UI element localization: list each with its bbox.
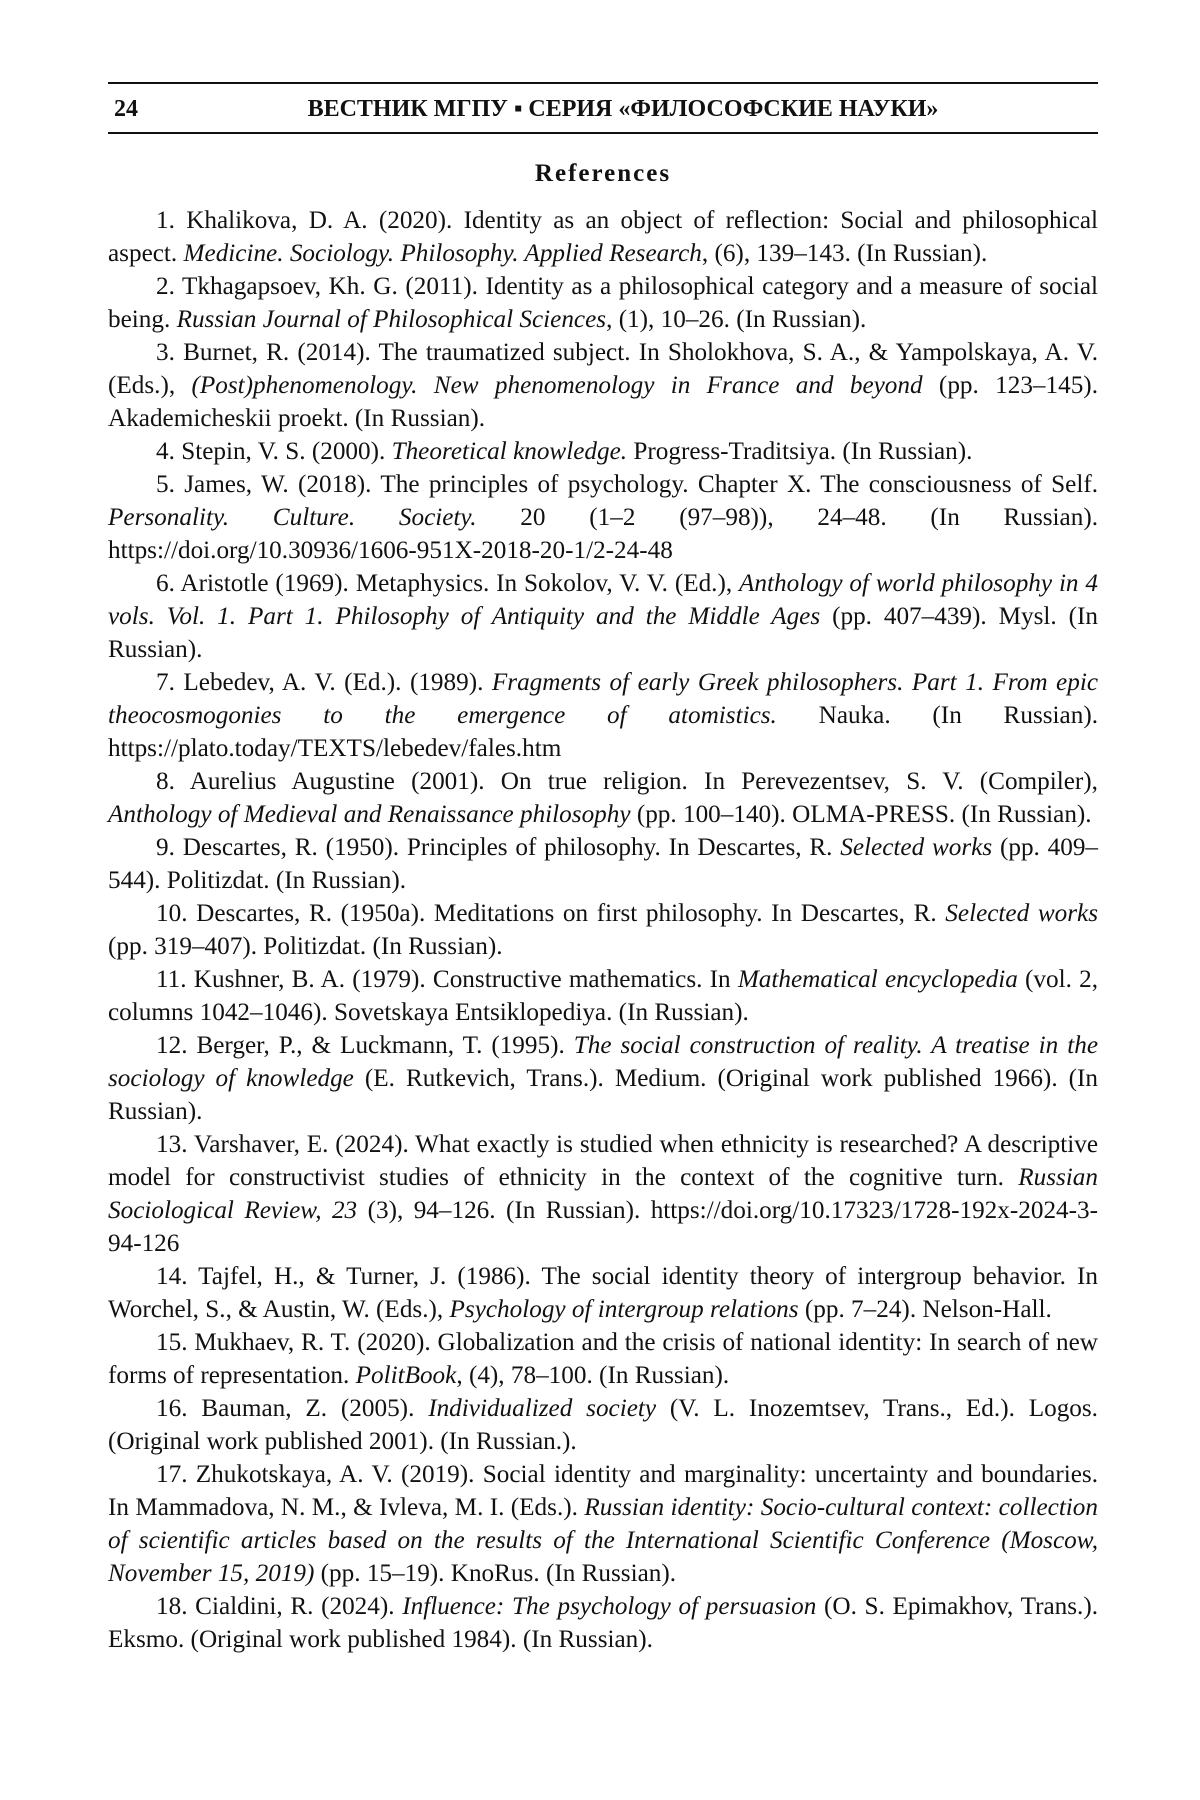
reference-number: 8. xyxy=(156,768,175,795)
reference-text: James, W. (2018). The principles of psychology. Chapter X. The consciousness of Self. xyxy=(184,471,1098,498)
reference-source: The social construction of reality. A treatise in the sociology of knowledge xyxy=(108,1032,1098,1092)
reference-details: , (6), 139–143. (In Russian). xyxy=(702,240,987,267)
reference-number: 11. xyxy=(156,966,187,993)
reference-details: (vol. 2, columns 1042–1046). Sovetskaya Entsiklopediya. (In Russian). xyxy=(108,966,1098,1026)
reference-number: 4. xyxy=(156,438,175,465)
reference-item xyxy=(108,1260,1098,1326)
reference-number: 6. xyxy=(156,570,175,597)
reference-text: Aristotle (1969). Metaphysics. In Sokolov, V. V. (Ed.), xyxy=(180,570,739,597)
reference-text: Cialdini, R. (2024). xyxy=(195,1593,402,1620)
reference-item xyxy=(108,1128,1098,1260)
reference-item xyxy=(108,270,1098,336)
reference-details: Nauka. (In Russian). https://plato.today/TEXTS/lebedev/fales.htm xyxy=(108,702,1098,762)
journal-title: ВЕСТНИК МГПУ ▪ СЕРИЯ «ФИЛОСОФСКИЕ НАУКИ» xyxy=(108,96,1098,123)
reference-source: Personality. Culture. Society. xyxy=(108,504,477,531)
reference-source: Influence: The psychology of persuasion xyxy=(402,1593,816,1620)
reference-text: Descartes, R. (1950). Principles of philosophy. In Descartes, R. xyxy=(183,834,841,861)
reference-source: Selected works xyxy=(840,834,992,861)
reference-item xyxy=(108,336,1098,435)
reference-source: (Post)phenomenology. New phenomenology in France and beyond xyxy=(192,372,923,399)
reference-text: Berger, P., & Luckmann, T. (1995). xyxy=(196,1032,573,1059)
reference-item xyxy=(108,1326,1098,1392)
reference-text: Mukhaev, R. T. (2020). Globalization and the crisis of national identity: In search of new forms of representation. xyxy=(108,1329,1098,1389)
reference-number: 9. xyxy=(156,834,175,861)
reference-details: (V. L. Inozemtsev, Trans., Ed.). Logos. (Original work published 2001). (In Russian.). xyxy=(108,1395,1098,1455)
reference-item xyxy=(108,468,1098,567)
reference-text: Lebedev, A. V. (Ed.). (1989). xyxy=(183,669,492,696)
reference-number: 13. xyxy=(156,1131,187,1158)
reference-details: , (4), 78–100. (In Russian). xyxy=(456,1362,729,1389)
reference-item xyxy=(108,765,1098,831)
reference-details: Progress-Traditsiya. (In Russian). xyxy=(627,438,972,465)
reference-item xyxy=(108,1590,1098,1656)
reference-details: (3), 94–126. (In Russian). https://doi.org/10.17323/1728-192x-2024-3-94-126 xyxy=(108,1197,1098,1257)
reference-number: 15. xyxy=(156,1329,187,1356)
reference-details: (pp. 7–24). Nelson-Hall. xyxy=(799,1296,1052,1323)
reference-source: Individualized society xyxy=(428,1395,656,1422)
reference-details: , (1), 10–26. (In Russian). xyxy=(606,306,866,333)
reference-number: 18. xyxy=(156,1593,187,1620)
reference-number: 2. xyxy=(156,273,175,300)
reference-item xyxy=(108,567,1098,666)
reference-text: Bauman, Z. (2005). xyxy=(201,1395,428,1422)
reference-source: Psychology of intergroup relations xyxy=(450,1296,799,1323)
reference-text: Varshaver, E. (2024). What exactly is studied when ethnicity is researched? A descriptive model for constructivist studies of ethnicity in the context of the cognitive turn. xyxy=(108,1131,1098,1191)
reference-source: Fragments of early Greek philosophers. Part 1. From epic theocosmogonies to the emergence of atomistics. xyxy=(108,669,1098,729)
reference-source: Mathematical encyclopedia xyxy=(738,966,1018,993)
reference-details: (pp. 407–439). Mysl. (In Russian). xyxy=(108,603,1098,663)
page xyxy=(0,0,1200,1800)
reference-source: Anthology of Medieval and Renaissance philosophy xyxy=(108,801,631,828)
reference-number: 14. xyxy=(156,1263,187,1290)
reference-text: Aurelius Augustine (2001). On true religion. In Perevezentsev, S. V. (Compiler), xyxy=(190,768,1098,795)
reference-text: Zhukotskaya, A. V. (2019). Social identity and marginality: uncertainty and boundaries. In Mammadova, N. M., & Ivleva, M. I. (Eds.). xyxy=(108,1461,1098,1521)
reference-details: (pp. 409–544). Politizdat. (In Russian). xyxy=(108,834,1098,894)
reference-number: 16. xyxy=(156,1395,187,1422)
reference-item xyxy=(108,963,1098,1029)
reference-details: (E. Rutkevich, Trans.). Medium. (Original work published 1966). (In Russian). xyxy=(108,1065,1098,1125)
reference-source: Selected works xyxy=(945,900,1098,927)
reference-text: Stepin, V. S. (2000). xyxy=(181,438,391,465)
header-top-rule xyxy=(108,82,1098,84)
reference-text: Kushner, B. A. (1979). Constructive mathematics. In xyxy=(194,966,738,993)
reference-number: 5. xyxy=(156,471,175,498)
reference-number: 1. xyxy=(156,207,175,234)
section-title: References xyxy=(108,160,1098,188)
reference-number: 7. xyxy=(156,669,175,696)
reference-source: PolitBook xyxy=(356,1362,457,1389)
reference-list xyxy=(108,204,1098,1656)
reference-details: 20 (1–2 (97–98)), 24–48. (In Russian). https://doi.org/10.30936/1606-951X-2018-20-1/2-24-48 xyxy=(108,504,1098,564)
reference-number: 17. xyxy=(156,1461,187,1488)
reference-source: Russian identity: Socio-cultural context: collection of scientific articles based on the results of the International Scientific Conference (Moscow, November 15, 2019) xyxy=(108,1494,1098,1587)
reference-details: (pp. 319–407). Politizdat. (In Russian). xyxy=(108,933,503,960)
reference-source: Theoretical knowledge. xyxy=(392,438,628,465)
reference-source: Anthology of world philosophy in 4 vols. Vol. 1. Part 1. Philosophy of Antiquity and the Middle Ages xyxy=(108,570,1098,630)
reference-text: Burnet, R. (2014). The traumatized subject. In Sholokhova, S. A., & Yampolskaya, A. V. (Eds.), xyxy=(108,339,1098,399)
reference-item xyxy=(108,1392,1098,1458)
reference-item xyxy=(108,666,1098,765)
reference-item xyxy=(108,204,1098,270)
reference-text: Khalikova, D. A. (2020). Identity as an object of reflection: Social and philosophical aspect. xyxy=(108,207,1098,267)
reference-item xyxy=(108,831,1098,897)
header-bottom-rule xyxy=(108,132,1098,134)
running-header xyxy=(108,88,1098,130)
reference-details: (pp. 123–145). Akademicheskii proekt. (In Russian). xyxy=(108,372,1098,432)
reference-item xyxy=(108,1029,1098,1128)
page-number: 24 xyxy=(114,96,138,123)
reference-details: (pp. 100–140). OLMA-PRESS. (In Russian). xyxy=(631,801,1092,828)
reference-details: (O. S. Epimakhov, Trans.). Eksmo. (Original work published 1984). (In Russian). xyxy=(108,1593,1098,1653)
reference-source: Medicine. Sociology. Philosophy. Applied Research xyxy=(184,240,702,267)
reference-item xyxy=(108,897,1098,963)
reference-number: 12. xyxy=(156,1032,187,1059)
reference-details: (pp. 15–19). KnoRus. (In Russian). xyxy=(314,1560,676,1587)
reference-source: Russian Journal of Philosophical Sciences xyxy=(177,306,607,333)
reference-number: 10. xyxy=(156,900,187,927)
reference-source: Russian Sociological Review, 23 xyxy=(108,1164,1098,1224)
reference-item xyxy=(108,435,1098,468)
reference-text: Tajfel, H., & Turner, J. (1986). The social identity theory of intergroup behavior. In Worchel, S., & Austin, W. (Eds.), xyxy=(108,1263,1098,1323)
reference-item xyxy=(108,1458,1098,1590)
reference-number: 3. xyxy=(156,339,175,366)
reference-text: Descartes, R. (1950a). Meditations on first philosophy. In Descartes, R. xyxy=(196,900,945,927)
reference-text: Tkhagapsoev, Kh. G. (2011). Identity as a philosophical category and a measure of social being. xyxy=(108,273,1098,333)
